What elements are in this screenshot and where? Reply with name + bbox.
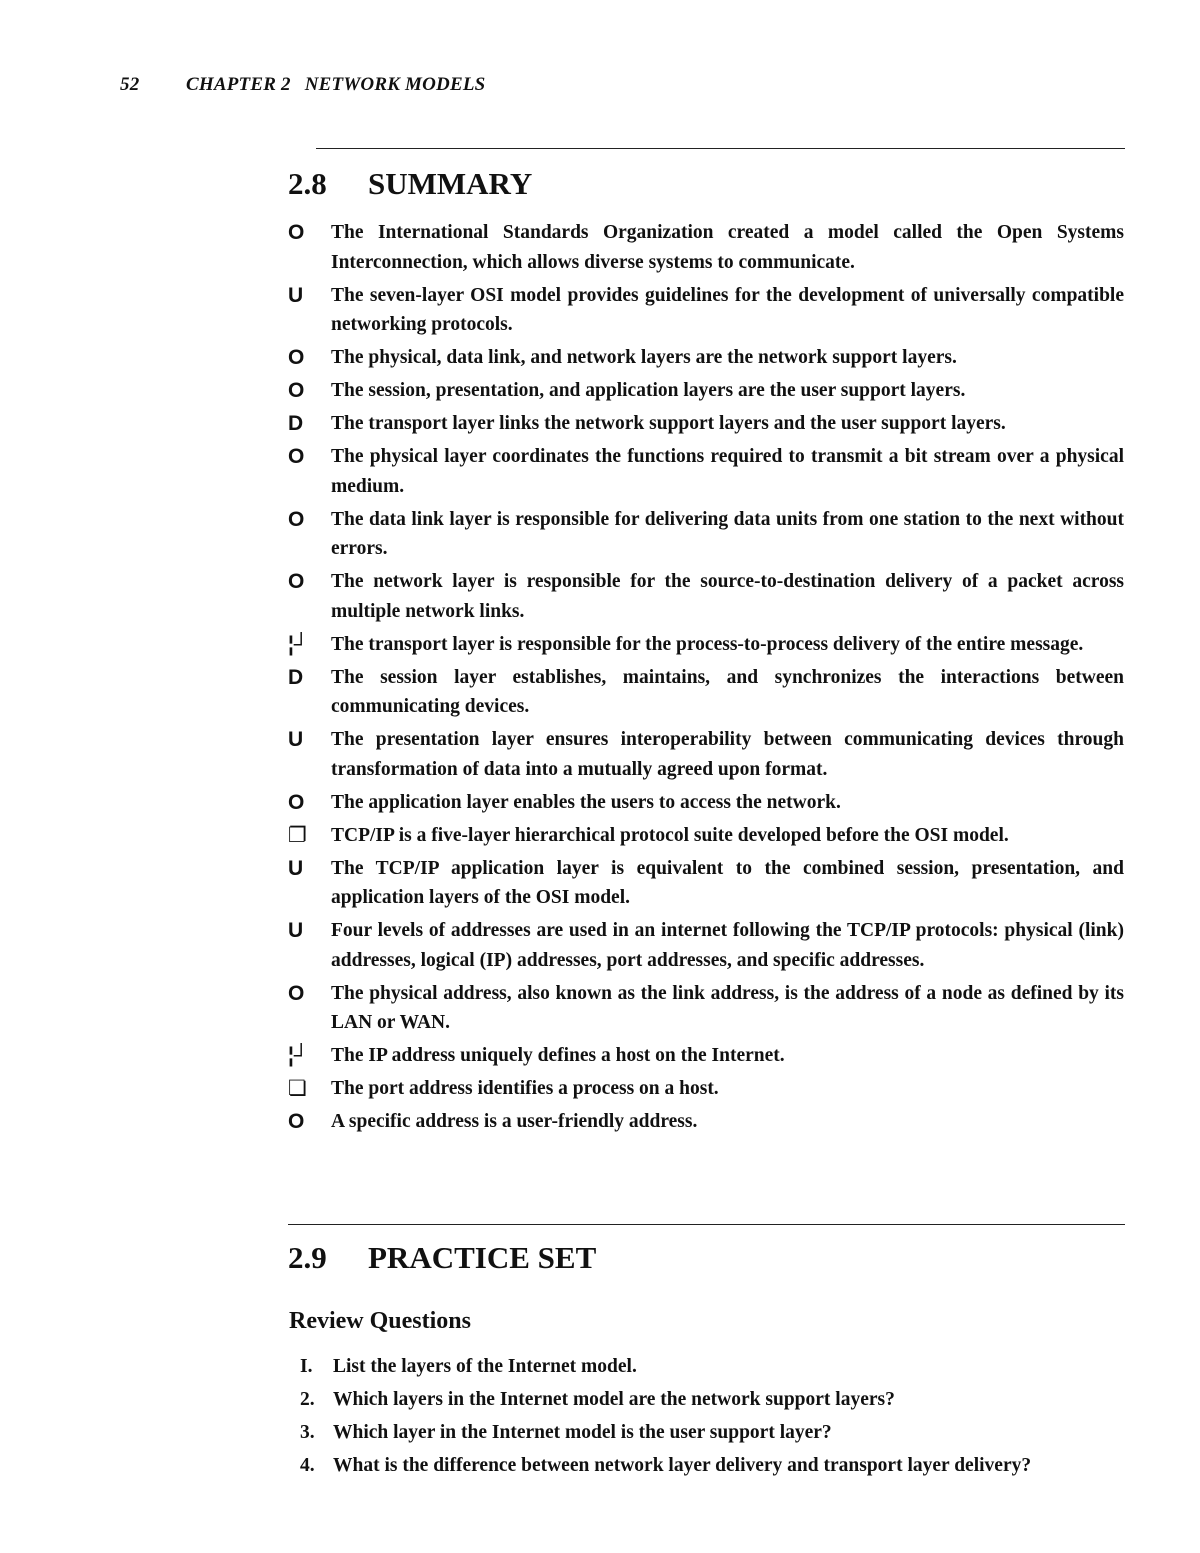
chapter-label: CHAPTER 2 <box>186 74 291 95</box>
summary-item-text: A specific address is a user-friendly address. <box>331 1111 698 1132</box>
question-text: Which layers in the Internet model are the network support layers? <box>333 1389 895 1410</box>
summary-item <box>288 376 1124 406</box>
question-text: List the layers of the Internet model. <box>333 1356 637 1377</box>
bullet-mark: U <box>288 283 304 307</box>
summary-item-text: The application layer enables the users to access the network. <box>331 791 841 813</box>
question-text: What is the difference between network layer delivery and transport layer delivery? <box>333 1455 1032 1476</box>
summary-item-text: The seven-layer OSI model provides guidelines for the development of universally compatible networking protocols. <box>331 284 1124 335</box>
summary-item <box>288 505 1124 564</box>
summary-item <box>288 854 1124 913</box>
summary-item <box>288 1107 1124 1137</box>
bullet-mark: O <box>288 1110 305 1133</box>
bullet-mark: ¦┘ <box>288 632 309 656</box>
summary-item-text: The physical layer coordinates the functions required to transmit a bit stream over a physical medium. <box>331 446 1124 497</box>
summary-item <box>288 218 1124 277</box>
summary-item <box>288 1041 1124 1071</box>
bullet-mark: O <box>288 790 305 814</box>
summary-list <box>288 218 1124 1140</box>
summary-item-text: TCP/IP is a five-layer hierarchical protocol suite developed before the OSI model. <box>331 824 1009 846</box>
bullet-mark: U <box>288 919 304 942</box>
summary-item-text: The International Standards Organization created a model called the Open Systems Interconnection, which allows diverse systems to communicate. <box>331 222 1124 273</box>
summary-item <box>288 979 1124 1038</box>
summary-item <box>288 663 1124 722</box>
question-list <box>300 1352 1130 1484</box>
question-item <box>300 1418 1130 1447</box>
summary-item <box>288 567 1124 626</box>
summary-item-text: The port address identifies a process on a host. <box>331 1078 719 1099</box>
summary-item <box>288 442 1124 501</box>
bullet-mark: O <box>288 379 305 402</box>
question-number: 2. <box>300 1389 315 1410</box>
page-number: 52 <box>120 74 140 95</box>
summary-item <box>288 409 1124 439</box>
question-item <box>300 1451 1130 1480</box>
summary-item <box>288 343 1124 373</box>
summary-heading <box>288 166 532 202</box>
summary-item-text: The TCP/IP application layer is equivalent to the combined session, presentation, and application layers of the OSI model. <box>331 857 1124 908</box>
summary-item-text: The transport layer is responsible for the process-to-process delivery of the entire message. <box>331 633 1084 655</box>
summary-item-text: The presentation layer ensures interoperability between communicating devices through transformation of data into a mutually agreed upon format. <box>331 729 1124 780</box>
review-questions-heading: Review Questions <box>289 1308 471 1334</box>
bullet-mark: U <box>288 728 304 751</box>
summary-item <box>288 916 1124 975</box>
question-item <box>300 1385 1130 1414</box>
summary-item-text: The session, presentation, and application layers are the user support layers. <box>331 380 966 401</box>
summary-item-text: Four levels of addresses are used in an internet following the TCP/IP protocols: physical (link) addresses, logical (IP) addresses, port addresses, and specific addresses. <box>331 920 1124 971</box>
bullet-mark: ❏ <box>288 1077 307 1100</box>
summary-item <box>288 1074 1124 1104</box>
summary-item-text: The session layer establishes, maintains, and synchronizes the interactions between communicating devices. <box>331 666 1124 717</box>
practice-rule <box>288 1224 1125 1225</box>
practice-heading <box>288 1240 596 1276</box>
summary-number: 2.8 <box>288 166 327 201</box>
bullet-mark: O <box>288 981 305 1005</box>
question-item <box>300 1352 1130 1381</box>
bullet-mark: D <box>288 412 304 435</box>
summary-item <box>288 281 1124 340</box>
practice-title: PRACTICE SET <box>368 1240 597 1275</box>
bullet-mark: O <box>288 346 305 369</box>
summary-item-text: The data link layer is responsible for delivering data units from one station to the next without errors. <box>331 508 1124 559</box>
question-number: 3. <box>300 1422 315 1443</box>
bullet-mark: O <box>288 507 305 531</box>
bullet-mark: D <box>288 665 304 689</box>
summary-item-text: The transport layer links the network support layers and the user support layers. <box>331 413 1006 434</box>
bullet-mark: O <box>288 570 305 593</box>
summary-item <box>288 788 1124 818</box>
bullet-mark: U <box>288 856 304 880</box>
question-text: Which layer in the Internet model is the user support layer? <box>333 1422 832 1443</box>
running-head <box>120 74 485 96</box>
question-number: I. <box>300 1356 313 1377</box>
bullet-mark: ❐ <box>288 823 307 847</box>
summary-item <box>288 630 1124 660</box>
summary-item-text: The IP address uniquely defines a host on the Internet. <box>331 1045 785 1066</box>
bullet-mark: O <box>288 221 305 244</box>
bullet-mark: ¦┘ <box>288 1044 309 1067</box>
practice-number: 2.9 <box>288 1240 327 1275</box>
summary-title: SUMMARY <box>368 166 533 201</box>
summary-rule <box>316 148 1125 149</box>
question-number: 4. <box>300 1455 315 1476</box>
summary-item <box>288 821 1124 851</box>
summary-item-text: The network layer is responsible for the source-to-destination delivery of a packet across multiple network links. <box>331 571 1124 622</box>
bullet-mark: O <box>288 445 305 468</box>
summary-item-text: The physical, data link, and network layers are the network support layers. <box>331 347 957 368</box>
summary-item-text: The physical address, also known as the link address, is the address of a node as defined by its LAN or WAN. <box>331 982 1124 1033</box>
summary-item <box>288 725 1124 784</box>
chapter-title: NETWORK MODELS <box>304 74 486 95</box>
